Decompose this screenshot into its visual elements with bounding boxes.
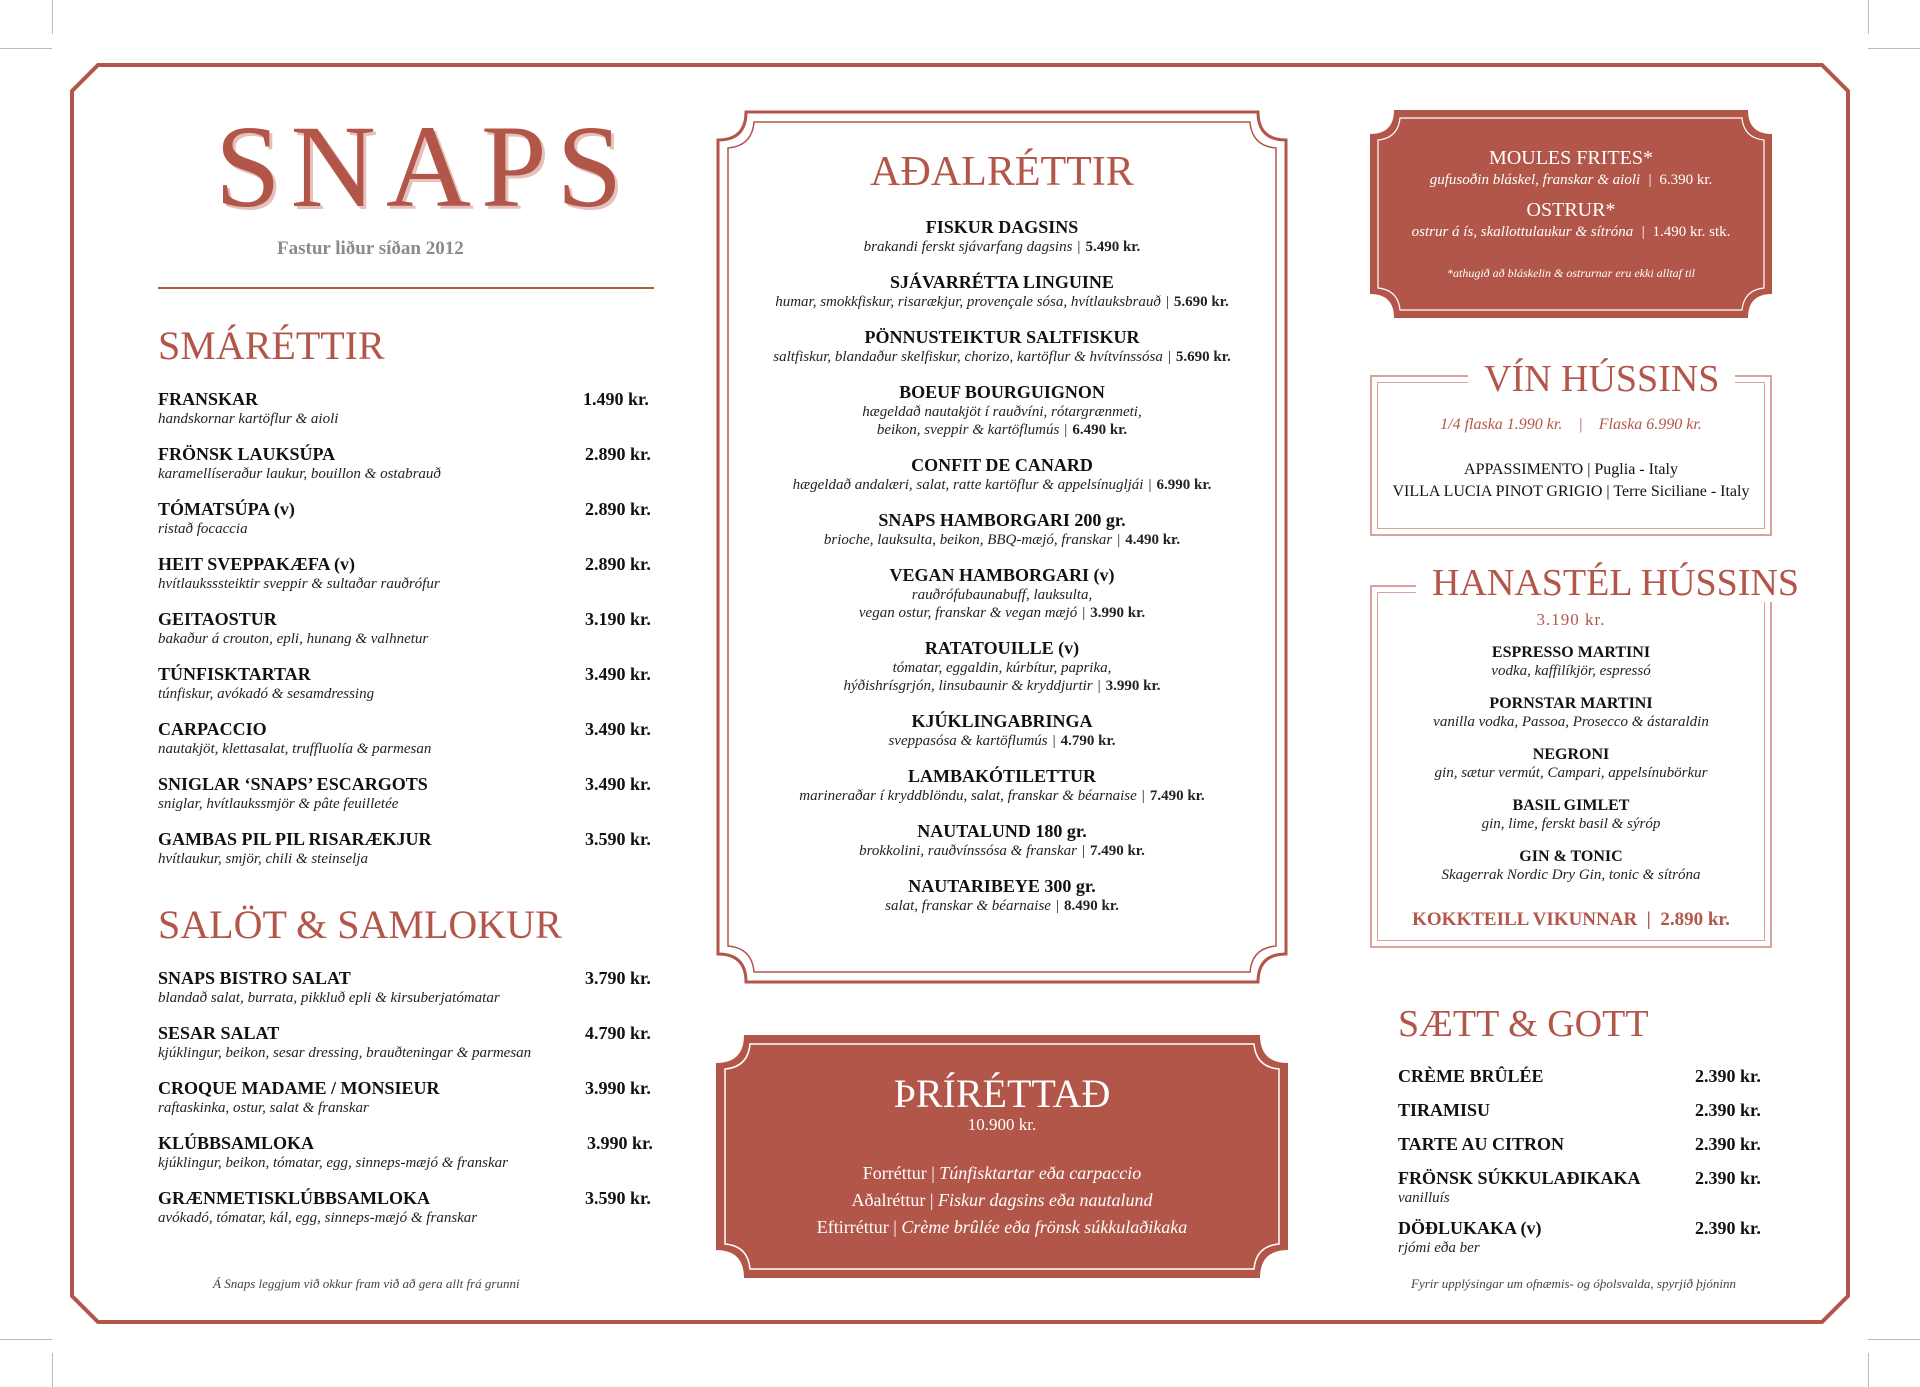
crop-mark: [1868, 0, 1869, 34]
course-line: Forréttur | Túnfisktartar eða carpaccio: [862, 1163, 1142, 1183]
item-desc: blandað salat, burrata, pikkluð epli & kirsuberjatómatar: [158, 990, 500, 1006]
item-name: KLÚBBSAMLOKA: [158, 1133, 315, 1153]
vin-box-inner: [1377, 382, 1765, 529]
item-name: DÖÐLUKAKA (v): [1398, 1218, 1542, 1238]
item-price: 1.490 kr.: [583, 389, 649, 409]
item-name: SNIGLAR ‘SNAPS’ ESCARGOTS: [158, 774, 428, 794]
section-title-salot: SALÖT & SAMLOKUR: [158, 902, 562, 947]
list-item: [1398, 1066, 1768, 1100]
item-name: SJÁVARRÉTTA LINGUINE: [890, 272, 1114, 292]
item-name: VEGAN HAMBORGARI (v): [889, 565, 1115, 585]
item-price: 2.390 kr.: [1695, 1218, 1761, 1238]
adalrettir-panel: [716, 110, 1288, 984]
item-name: OSTRUR*: [1526, 199, 1616, 221]
item-name: NEGRONI: [1532, 746, 1610, 763]
item-name: ESPRESSO MARTINI: [1491, 644, 1651, 661]
item-name: SNAPS HAMBORGARI 200 gr.: [878, 510, 1126, 530]
item-desc: bakaður á crouton, epli, hunang & valhnetur: [158, 631, 429, 647]
section-title-hanastel: HANASTÉL HÚSSINS: [1416, 564, 1815, 602]
list-item: [158, 1023, 658, 1078]
item-name: FRANSKAR: [158, 389, 259, 409]
item-desc: vanilla vodka, Passoa, Prosecco & ástaraldin: [1433, 714, 1709, 730]
item-price: 2.890 kr.: [585, 444, 651, 464]
item-price: 4.790 kr.: [1060, 733, 1116, 749]
item-desc: vodka, kaffilíkjör, espressó: [1491, 663, 1651, 679]
item-name: FRÖNSK SÚKKULAÐIKAKA: [1398, 1168, 1641, 1188]
item-desc: avókadó, tómatar, kál, egg, sinneps-mæjó & franskar: [158, 1210, 478, 1226]
item-price: 3.490 kr.: [585, 719, 651, 739]
item-name: CONFIT DE CANARD: [911, 455, 1093, 475]
divider: [158, 287, 654, 289]
crop-mark: [1868, 1353, 1869, 1387]
list-item: [158, 444, 658, 499]
item-price: 3.490 kr.: [585, 664, 651, 684]
list-item: PÖNNUSTEIKTUR SALTFISKUR saltfiskur, blandaður skelfiskur, chorizo, kartöflur & hvítvínssósa | 5.690 kr.: [716, 327, 1288, 366]
wine-list: [1370, 459, 1772, 503]
item-desc-2: vegan ostur, franskar & vegan mæjó: [858, 605, 1078, 621]
list-item: CONFIT DE CANARD hægeldað andalæri, salat, ratte kartöflur & appelsínugljái | 6.990 kr.: [716, 455, 1288, 494]
item-desc: gufusoðin bláskel, franskar & aioli: [1429, 172, 1641, 188]
item-price: 2.890 kr.: [585, 499, 651, 519]
list-item: [1398, 1100, 1768, 1134]
kokkteill-label: KOKKTEILL VIKUNNAR: [1412, 909, 1638, 930]
item-desc: hægeldað andalæri, salat, ratte kartöflur & appelsínugljái: [792, 477, 1144, 493]
list-item: KJÚKLINGABRINGA sveppasósa & kartöflumús | 4.790 kr.: [716, 711, 1288, 750]
item-desc: humar, smokkfiskur, risarækjur, provençale sósa, hvítlauksbrauð: [775, 294, 1161, 310]
item-name: FISKUR DAGSINS: [925, 217, 1079, 237]
item-name: GRÆNMETISKLÚBBSAMLOKA: [158, 1188, 431, 1208]
list-item: [158, 829, 658, 884]
saett-list: [1398, 1066, 1768, 1268]
item-price: 8.490 kr.: [1063, 898, 1119, 914]
item-name: BOEUF BOURGUIGNON: [899, 382, 1105, 402]
item-price: 2.390 kr.: [1695, 1134, 1761, 1154]
list-item: [158, 499, 658, 554]
list-item: [1370, 745, 1772, 796]
item-desc: rjómi eða ber: [1398, 1240, 1480, 1256]
list-item: [1370, 847, 1772, 898]
item-name: GEITAOSTUR: [158, 609, 277, 629]
item-desc: Skagerrak Nordic Dry Gin, tonic & sítróna: [1441, 867, 1701, 883]
item-price: 2.390 kr.: [1695, 1066, 1761, 1086]
item-price: 3.990 kr.: [1105, 678, 1161, 694]
list-item: [158, 719, 658, 774]
item-price: 3.990 kr.: [587, 1133, 653, 1153]
list-item: NAUTALUND 180 gr. brokkolini, rauðvínssósa & franskar | 7.490 kr.: [716, 821, 1288, 860]
item-name: TIRAMISU: [1398, 1100, 1491, 1120]
list-item: BOEUF BOURGUIGNON hægeldað nautakjöt í rauðvíni, rótargrænmeti, beikon, sveppir & kartöflumús | 6.490 kr.: [716, 382, 1288, 439]
item-price: 4.790 kr.: [585, 1023, 651, 1043]
item-price: 3.990 kr.: [585, 1078, 651, 1098]
item-price: 3.490 kr.: [585, 774, 651, 794]
crop-mark: [52, 1353, 53, 1387]
item-desc: hægeldað nautakjöt í rauðvíni, rótargrænmeti,: [862, 404, 1142, 420]
item-desc: hvítlauksssteiktir sveppir & sultaðar rauðrófur: [158, 576, 440, 592]
list-item: [158, 664, 658, 719]
item-name: FRÖNSK LAUKSÚPA: [158, 444, 336, 464]
item-desc-2: beikon, sveppir & kartöflumús: [876, 422, 1060, 438]
item-name: CROQUE MADAME / MONSIEUR: [158, 1078, 440, 1098]
item-desc-2: hýðishrísgrjón, linsubaunir & kryddjurtir: [843, 678, 1093, 694]
list-item: [158, 609, 658, 664]
item-price: 2.390 kr.: [1695, 1100, 1761, 1120]
course-line: Eftirréttur | Crème brûlée eða frönsk súkkulaðikaka: [816, 1217, 1188, 1237]
moules-panel: MOULES FRITES* gufusoðin bláskel, franskar & aioli | 6.390 kr. OSTRUR* ostrur á ís, skallottulaukur & sítróna | 1.490 kr. stk. *athugið að bláskelin & ostrurnar eru ekki alltaf til: [1370, 110, 1772, 318]
adalrettir-list: [716, 217, 1288, 931]
section-title-vin: VÍN HÚSSINS: [1468, 360, 1735, 398]
item-desc: ristað focaccia: [158, 521, 248, 537]
item-price: 2.890 kr.: [585, 554, 651, 574]
logo: SNAPS: [215, 101, 633, 232]
item-desc: vanilluís: [1398, 1190, 1450, 1206]
tagline: Fastur liður síðan 2012: [277, 238, 464, 259]
item-name: PORNSTAR MARTINI: [1489, 695, 1653, 712]
hanastel-list: [1370, 643, 1772, 898]
item-price: 6.990 kr.: [1156, 477, 1212, 493]
thrirettad-price: 10.900 kr.: [967, 1115, 1037, 1134]
list-item: FISKUR DAGSINS brakandi ferskt sjávarfang dagsins | 5.490 kr.: [716, 217, 1288, 256]
section-title-saett: SÆTT & GOTT: [1398, 1003, 1649, 1045]
item-desc: hvítlaukur, smjör, chili & steinselja: [158, 851, 368, 867]
item-name: CRÈME BRÛLÉE: [1398, 1066, 1544, 1086]
item-price: 7.490 kr.: [1089, 843, 1145, 859]
section-title-smarettir: SMÁRÉTTIR: [158, 323, 385, 368]
list-item: LAMBAKÓTILETTUR marineraðar í kryddblöndu, salat, franskar & béarnaise | 7.490 kr.: [716, 766, 1288, 805]
item-price: 5.690 kr.: [1175, 349, 1231, 365]
section-title-thrirettad: ÞRÍRÉTTAÐ: [893, 1071, 1111, 1116]
item-desc: raftaskinka, ostur, salat & franskar: [158, 1100, 369, 1116]
item-price: 2.390 kr.: [1695, 1168, 1761, 1188]
thrirettad-courses: [716, 1160, 1288, 1241]
item-name: KJÚKLINGABRINGA: [911, 711, 1093, 731]
item-desc: saltfiskur, blandaður skelfiskur, chorizo, kartöflur & hvítvínssósa: [773, 349, 1163, 365]
item-name: SNAPS BISTRO SALAT: [158, 968, 351, 988]
course-choice: Crème brûlée eða frönsk súkkulaðikaka: [901, 1217, 1188, 1237]
list-item: RATATOUILLE (v) tómatar, eggaldin, kúrbítur, paprika, hýðishrísgrjón, linsubaunir & kryddjurtir | 3.990 kr.: [716, 638, 1288, 695]
item-price: 3.590 kr.: [585, 1188, 651, 1208]
item-desc: brokkolini, rauðvínssósa & franskar: [859, 843, 1077, 859]
list-item: [158, 389, 658, 444]
item-price: 3.590 kr.: [585, 829, 651, 849]
item-price: 5.690 kr.: [1173, 294, 1229, 310]
course-choice: Fiskur dagsins eða nautalund: [938, 1190, 1153, 1210]
wine-item: APPASSIMENTO | Puglia - Italy: [1464, 461, 1678, 478]
footnote-right: Fyrir upplýsingar um ofnæmis- og óþolsvalda, spyrjið þjóninn: [1411, 1276, 1736, 1291]
list-item: [1370, 694, 1772, 745]
list-item: [158, 968, 658, 1023]
item-price: 4.490 kr.: [1125, 532, 1181, 548]
item-price: 5.490 kr.: [1085, 239, 1141, 255]
list-item: [158, 1133, 658, 1188]
item-desc: brakandi ferskt sjávarfang dagsins: [863, 239, 1073, 255]
item-price: 1.490 kr. stk.: [1652, 224, 1731, 240]
item-desc: ostrur á ís, skallottulaukur & sítróna: [1411, 224, 1634, 240]
item-desc: túnfiskur, avókadó & sesamdressing: [158, 686, 375, 702]
price-bottle: Flaska 6.990 kr.: [1598, 416, 1702, 433]
item-desc: nautakjöt, klettasalat, truffluolía & parmesan: [158, 741, 432, 757]
item-desc: brioche, lauksulta, beikon, BBQ-mæjó, franskar: [823, 532, 1113, 548]
item-desc: kjúklingur, beikon, sesar dressing, brauðteningar & parmesan: [158, 1045, 532, 1061]
item-name: TÚNFISKTARTAR: [158, 664, 311, 684]
item-name: GIN & TONIC: [1519, 848, 1623, 865]
list-item: VEGAN HAMBORGARI (v) rauðrófubaunabuff, lauksulta, vegan ostur, franskar & vegan mæjó | 3.990 kr.: [716, 565, 1288, 622]
salot-list: [158, 968, 658, 1243]
course-name: Eftirréttur: [816, 1217, 889, 1237]
course-name: Forréttur: [862, 1163, 927, 1183]
item-desc: kjúklingur, beikon, tómatar, egg, sinneps-mæjó & franskar: [158, 1155, 508, 1171]
crop-mark: [52, 0, 53, 34]
item-name: BASIL GIMLET: [1512, 797, 1630, 814]
item-name: MOULES FRITES*: [1489, 147, 1653, 169]
list-item: [158, 1078, 658, 1133]
item-name: PÖNNUSTEIKTUR SALTFISKUR: [864, 327, 1140, 347]
list-item: [1370, 643, 1772, 694]
course-choice: Túnfisktartar eða carpaccio: [939, 1163, 1142, 1183]
list-item: [1398, 1218, 1768, 1268]
item-desc: gin, lime, ferskt basil & sýróp: [1481, 816, 1661, 832]
item-price: 6.390 kr.: [1659, 172, 1713, 188]
item-name: NAUTALUND 180 gr.: [917, 821, 1087, 841]
item-name: GAMBAS PIL PIL RISARÆKJUR: [158, 829, 432, 849]
availability-note: *athugið að bláskelin & ostrurnar eru ekki alltaf til: [1447, 266, 1695, 280]
list-item: [1398, 1134, 1768, 1168]
course-name: Aðalréttur: [851, 1190, 926, 1210]
kokkteill-price: 2.890 kr.: [1660, 909, 1730, 930]
item-desc: tómatar, eggaldin, kúrbítur, paprika,: [892, 660, 1112, 676]
crop-mark: [0, 1339, 52, 1340]
footnote-left: Á Snaps leggjum við okkur fram við að gera allt frá grunni: [213, 1276, 520, 1291]
hanastel-price: 3.190 kr.: [1536, 610, 1606, 629]
item-name: RATATOUILLE (v): [924, 638, 1080, 658]
crop-mark: [1868, 48, 1920, 49]
course-line: Aðalréttur | Fiskur dagsins eða nautalund: [851, 1190, 1153, 1210]
wine-item: VILLA LUCIA PINOT GRIGIO | Terre Siciliane - Italy: [1392, 483, 1750, 500]
item-name: HEIT SVEPPAKÆFA (v): [158, 554, 356, 574]
item-price: 7.490 kr.: [1149, 788, 1205, 804]
list-item: NAUTARIBEYE 300 gr. salat, franskar & béarnaise | 8.490 kr.: [716, 876, 1288, 915]
item-name: CARPACCIO: [158, 719, 267, 739]
list-item: [1398, 1168, 1768, 1218]
item-price: 3.790 kr.: [585, 968, 651, 988]
item-desc: rauðrófubaunabuff, lauksulta,: [911, 587, 1093, 603]
item-desc: sniglar, hvítlaukssmjör & pâte feuilletée: [158, 796, 399, 812]
list-item: SNAPS HAMBORGARI 200 gr. brioche, lauksulta, beikon, BBQ-mæjó, franskar | 4.490 kr.: [716, 510, 1288, 549]
item-name: TÓMATSÚPA (v): [158, 499, 295, 519]
list-item: [1370, 796, 1772, 847]
crop-mark: [1868, 1339, 1920, 1340]
item-name: TARTE AU CITRON: [1398, 1134, 1565, 1154]
smarettir-list: [158, 389, 658, 884]
item-desc: gin, sætur vermút, Campari, appelsínubörkur: [1434, 765, 1708, 781]
item-price: 3.190 kr.: [585, 609, 651, 629]
item-desc: karamellíseraður laukur, bouillon & ostabrauð: [158, 466, 441, 482]
thrirettad-panel: [716, 1035, 1288, 1278]
list-item: [158, 774, 658, 829]
crop-mark: [0, 48, 52, 49]
item-desc: marineraðar í kryddblöndu, salat, franskar & béarnaise: [799, 788, 1137, 804]
item-name: LAMBAKÓTILETTUR: [907, 766, 1097, 786]
item-desc: sveppasósa & kartöflumús: [888, 733, 1048, 749]
list-item: SJÁVARRÉTTA LINGUINE humar, smokkfiskur, risarækjur, provençale sósa, hvítlauksbrauð | 5.690 kr.: [716, 272, 1288, 311]
item-price: 6.490 kr.: [1072, 422, 1128, 438]
section-title-adalrettir: AÐALRÉTTIR: [870, 149, 1134, 195]
vin-prices: 1/4 flaska 1.990 kr. | Flaska 6.990 kr.: [1440, 416, 1702, 433]
item-name: SESAR SALAT: [158, 1023, 280, 1043]
list-item: [158, 554, 658, 609]
kokkteill-vikunnar: KOKKTEILL VIKUNNAR | 2.890 kr.: [1412, 909, 1730, 930]
price-quarter: 1/4 flaska 1.990 kr.: [1440, 416, 1563, 433]
item-name: NAUTARIBEYE 300 gr.: [908, 876, 1096, 896]
list-item: [158, 1188, 658, 1243]
item-desc: salat, franskar & béarnaise: [885, 898, 1051, 914]
item-desc: handskornar kartöflur & aioli: [158, 411, 339, 427]
item-price: 3.990 kr.: [1090, 605, 1146, 621]
